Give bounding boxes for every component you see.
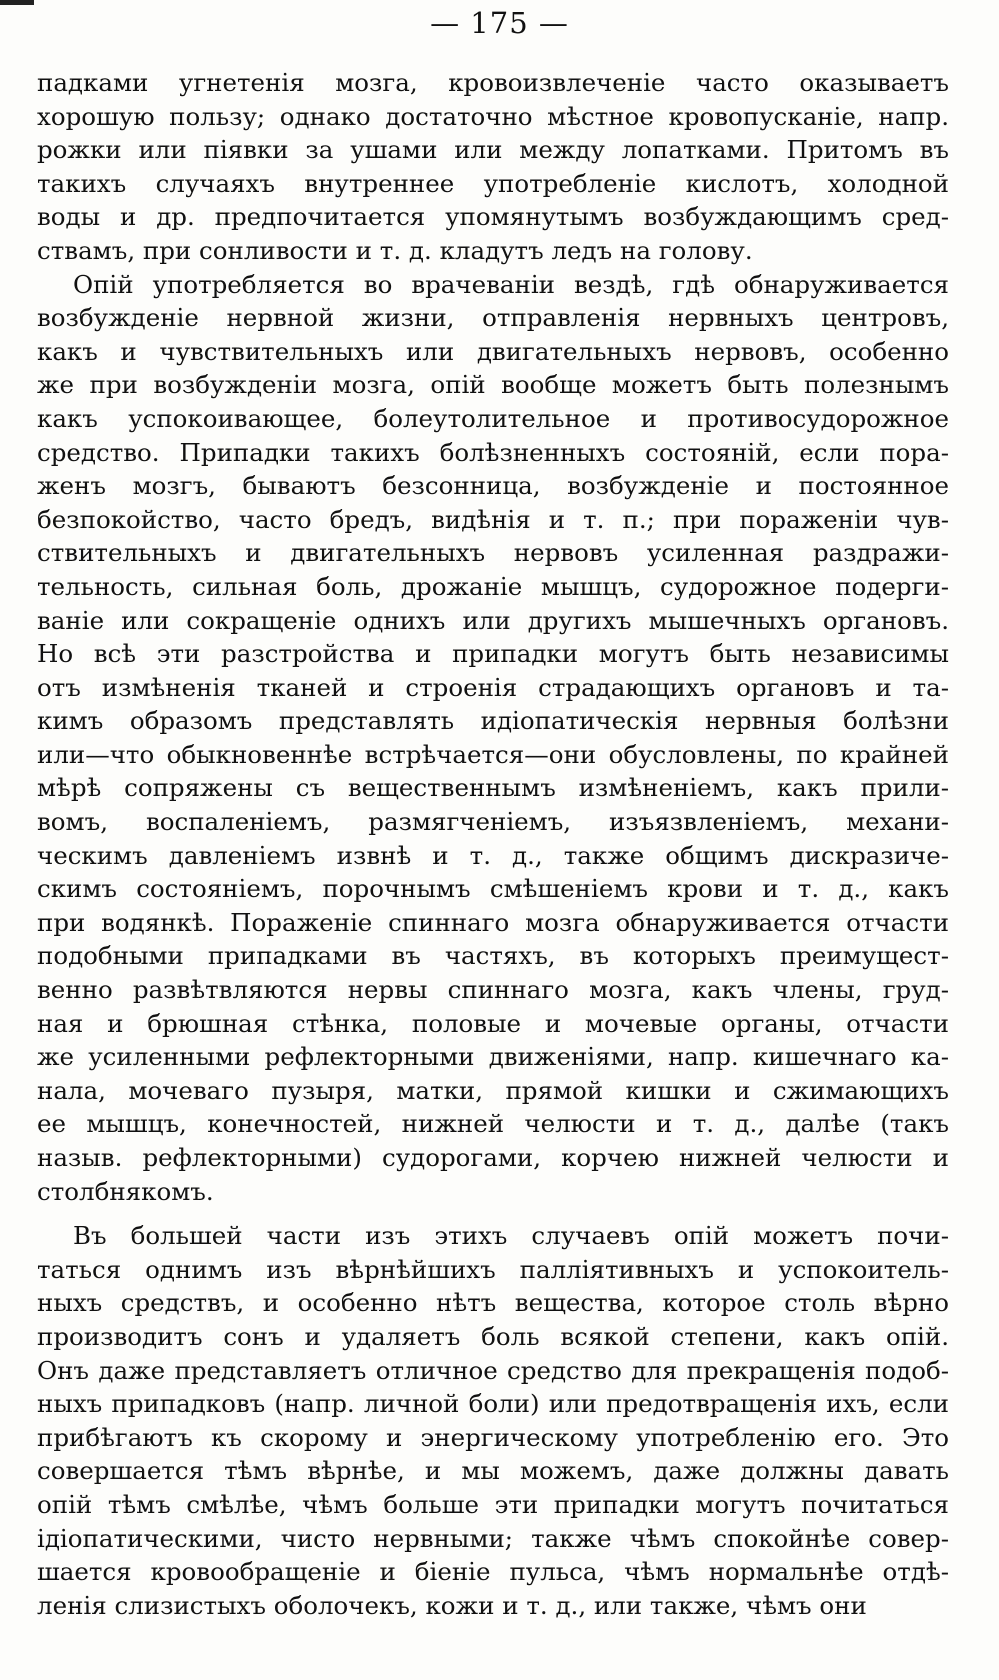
text-line: опій тѣмъ смѣлѣе, чѣмъ больше эти припадки могутъ почитаться (37, 1489, 949, 1519)
text-line: Опій употребляется во врачеваніи вездѣ, гдѣ обнаруживается (73, 269, 949, 299)
text-line: Въ большей части изъ этихъ случаевъ опій можетъ почи- (73, 1221, 949, 1251)
text-line: вомъ, воспаленіемъ, размягченіемъ, изъязвленіемъ, механи- (37, 807, 949, 837)
text-line: ныхъ припадковъ (напр. личной боли) или предотвращенія ихъ, если (37, 1389, 949, 1419)
text-line: мѣрѣ сопряжены съ вещественнымъ измѣненіемъ, какъ прили- (37, 773, 949, 803)
text-line: ее мышцъ, конечностей, нижней челюсти и т. д., далѣе (такъ (37, 1109, 949, 1139)
text-line: же при возбужденіи мозга, опій вообще можетъ быть полезнымъ (37, 370, 949, 400)
paragraph (37, 66, 949, 268)
text-line: нала, мочеваго пузыря, матки, прямой кишки и сжимающихъ (37, 1075, 949, 1105)
text-line: шается кровообращеніе и біеніе пульса, чѣмъ нормальнѣе отдѣ- (37, 1557, 949, 1587)
text-line: ваніе или сокращеніе однихъ или другихъ мышечныхъ органовъ. (37, 605, 949, 635)
text-line: средство. Припадки такихъ болѣзненныхъ состояній, если пора- (37, 437, 949, 467)
text-line: ствамъ, при сонливости и т. д. кладутъ ледъ на голову. (37, 235, 753, 265)
text-line: ческимъ давленіемъ извнѣ и т. д., также общимъ дискразиче- (37, 840, 949, 870)
text-line: рожки или піявки за ушами или между лопатками. Притомъ въ (37, 135, 949, 165)
text-line: же усиленными рефлекторными движеніями, напр. кишечнаго ка- (37, 1042, 949, 1072)
text-line: столбнякомъ. (37, 1176, 214, 1206)
paragraph (37, 268, 949, 1209)
text-line: хорошую пользу; однако достаточно мѣстное кровопусканіе, напр. (37, 101, 949, 131)
text-line: ныхъ средствъ, и особенно нѣтъ вещества, которое столь вѣрно (37, 1288, 949, 1318)
text-line: скимъ состояніемъ, порочнымъ смѣшеніемъ крови и т. д., какъ (37, 874, 949, 904)
text-line: совершается тѣмъ вѣрнѣе, и мы можемъ, даже должны давать (37, 1456, 949, 1486)
page-number: — 175 — (430, 6, 569, 40)
text-line: ідіопатическими, чисто нервными; также чѣмъ спокойнѣе совер- (37, 1523, 949, 1553)
text-line: отъ измѣненія тканей и строенія страдающихъ органовъ и та- (37, 672, 949, 702)
text-line: женъ мозгъ, бываютъ безсонница, возбужденіе и постоянное (37, 471, 949, 501)
text-line: какъ успокоивающее, болеутолительное и противосудорожное (37, 403, 949, 433)
body-text (37, 66, 949, 1622)
text-line: падками угнетенія мозга, кровоизвлеченіе часто оказываетъ (37, 68, 949, 97)
text-line: прибѣгаютъ къ скорому и энергическому употребленію его. Это (37, 1422, 949, 1452)
text-line: таться однимъ изъ вѣрнѣйшихъ палліятивныхъ и успокоитель- (37, 1254, 949, 1284)
corner-printer-mark (0, 0, 34, 5)
text-line: Онъ даже представляетъ отличное средство для прекращенія подоб- (37, 1355, 949, 1385)
text-line: воды и др. предпочитается упомянутымъ возбуждающимъ сред- (37, 202, 949, 232)
text-line: ная и брюшная стѣнка, половые и мочевые органы, отчасти (37, 1008, 949, 1038)
paragraph-gap (37, 1208, 949, 1219)
text-line: Но всѣ эти разстройства и припадки могутъ быть независимы (37, 639, 949, 669)
text-line: назыв. рефлекторными) судорогами, корчею нижней челюсти и (37, 1143, 949, 1172)
text-line: подобными припадками въ частяхъ, въ которыхъ преимущест- (37, 941, 949, 971)
text-line: тельность, сильная боль, дрожаніе мышцъ, судорожное подерги- (37, 571, 949, 601)
text-line: ленія слизистыхъ оболочекъ, кожи и т. д., или также, чѣмъ они (37, 1590, 867, 1620)
text-line: возбужденіе нервной жизни, отправленія нервныхъ центровъ, (37, 303, 949, 333)
paragraph (37, 1219, 949, 1622)
text-line: или—что обыкновеннѣе встрѣчается—они обусловлены, по крайней (37, 739, 949, 769)
text-line: при водянкѣ. Пораженіе спиннаго мозга обнаруживается отчасти (37, 907, 949, 937)
text-line: кимъ образомъ представлять идіопатическія нервныя болѣзни (37, 706, 949, 736)
text-line: производитъ сонъ и удаляетъ боль всякой степени, какъ опій. (37, 1321, 949, 1351)
text-line: такихъ случаяхъ внутреннее употребленіе кислотъ, холодной (37, 168, 949, 198)
text-line: безпокойство, часто бредъ, видѣнія и т. п.; при пораженіи чув- (37, 504, 949, 534)
text-line: венно развѣтвляются нервы спиннаго мозга, какъ члены, груд- (37, 975, 949, 1005)
text-line: какъ и чувствительныхъ или двигательныхъ нервовъ, особенно (37, 336, 949, 366)
text-line: ствительныхъ и двигательныхъ нервовъ усиленная раздражи- (37, 538, 949, 568)
